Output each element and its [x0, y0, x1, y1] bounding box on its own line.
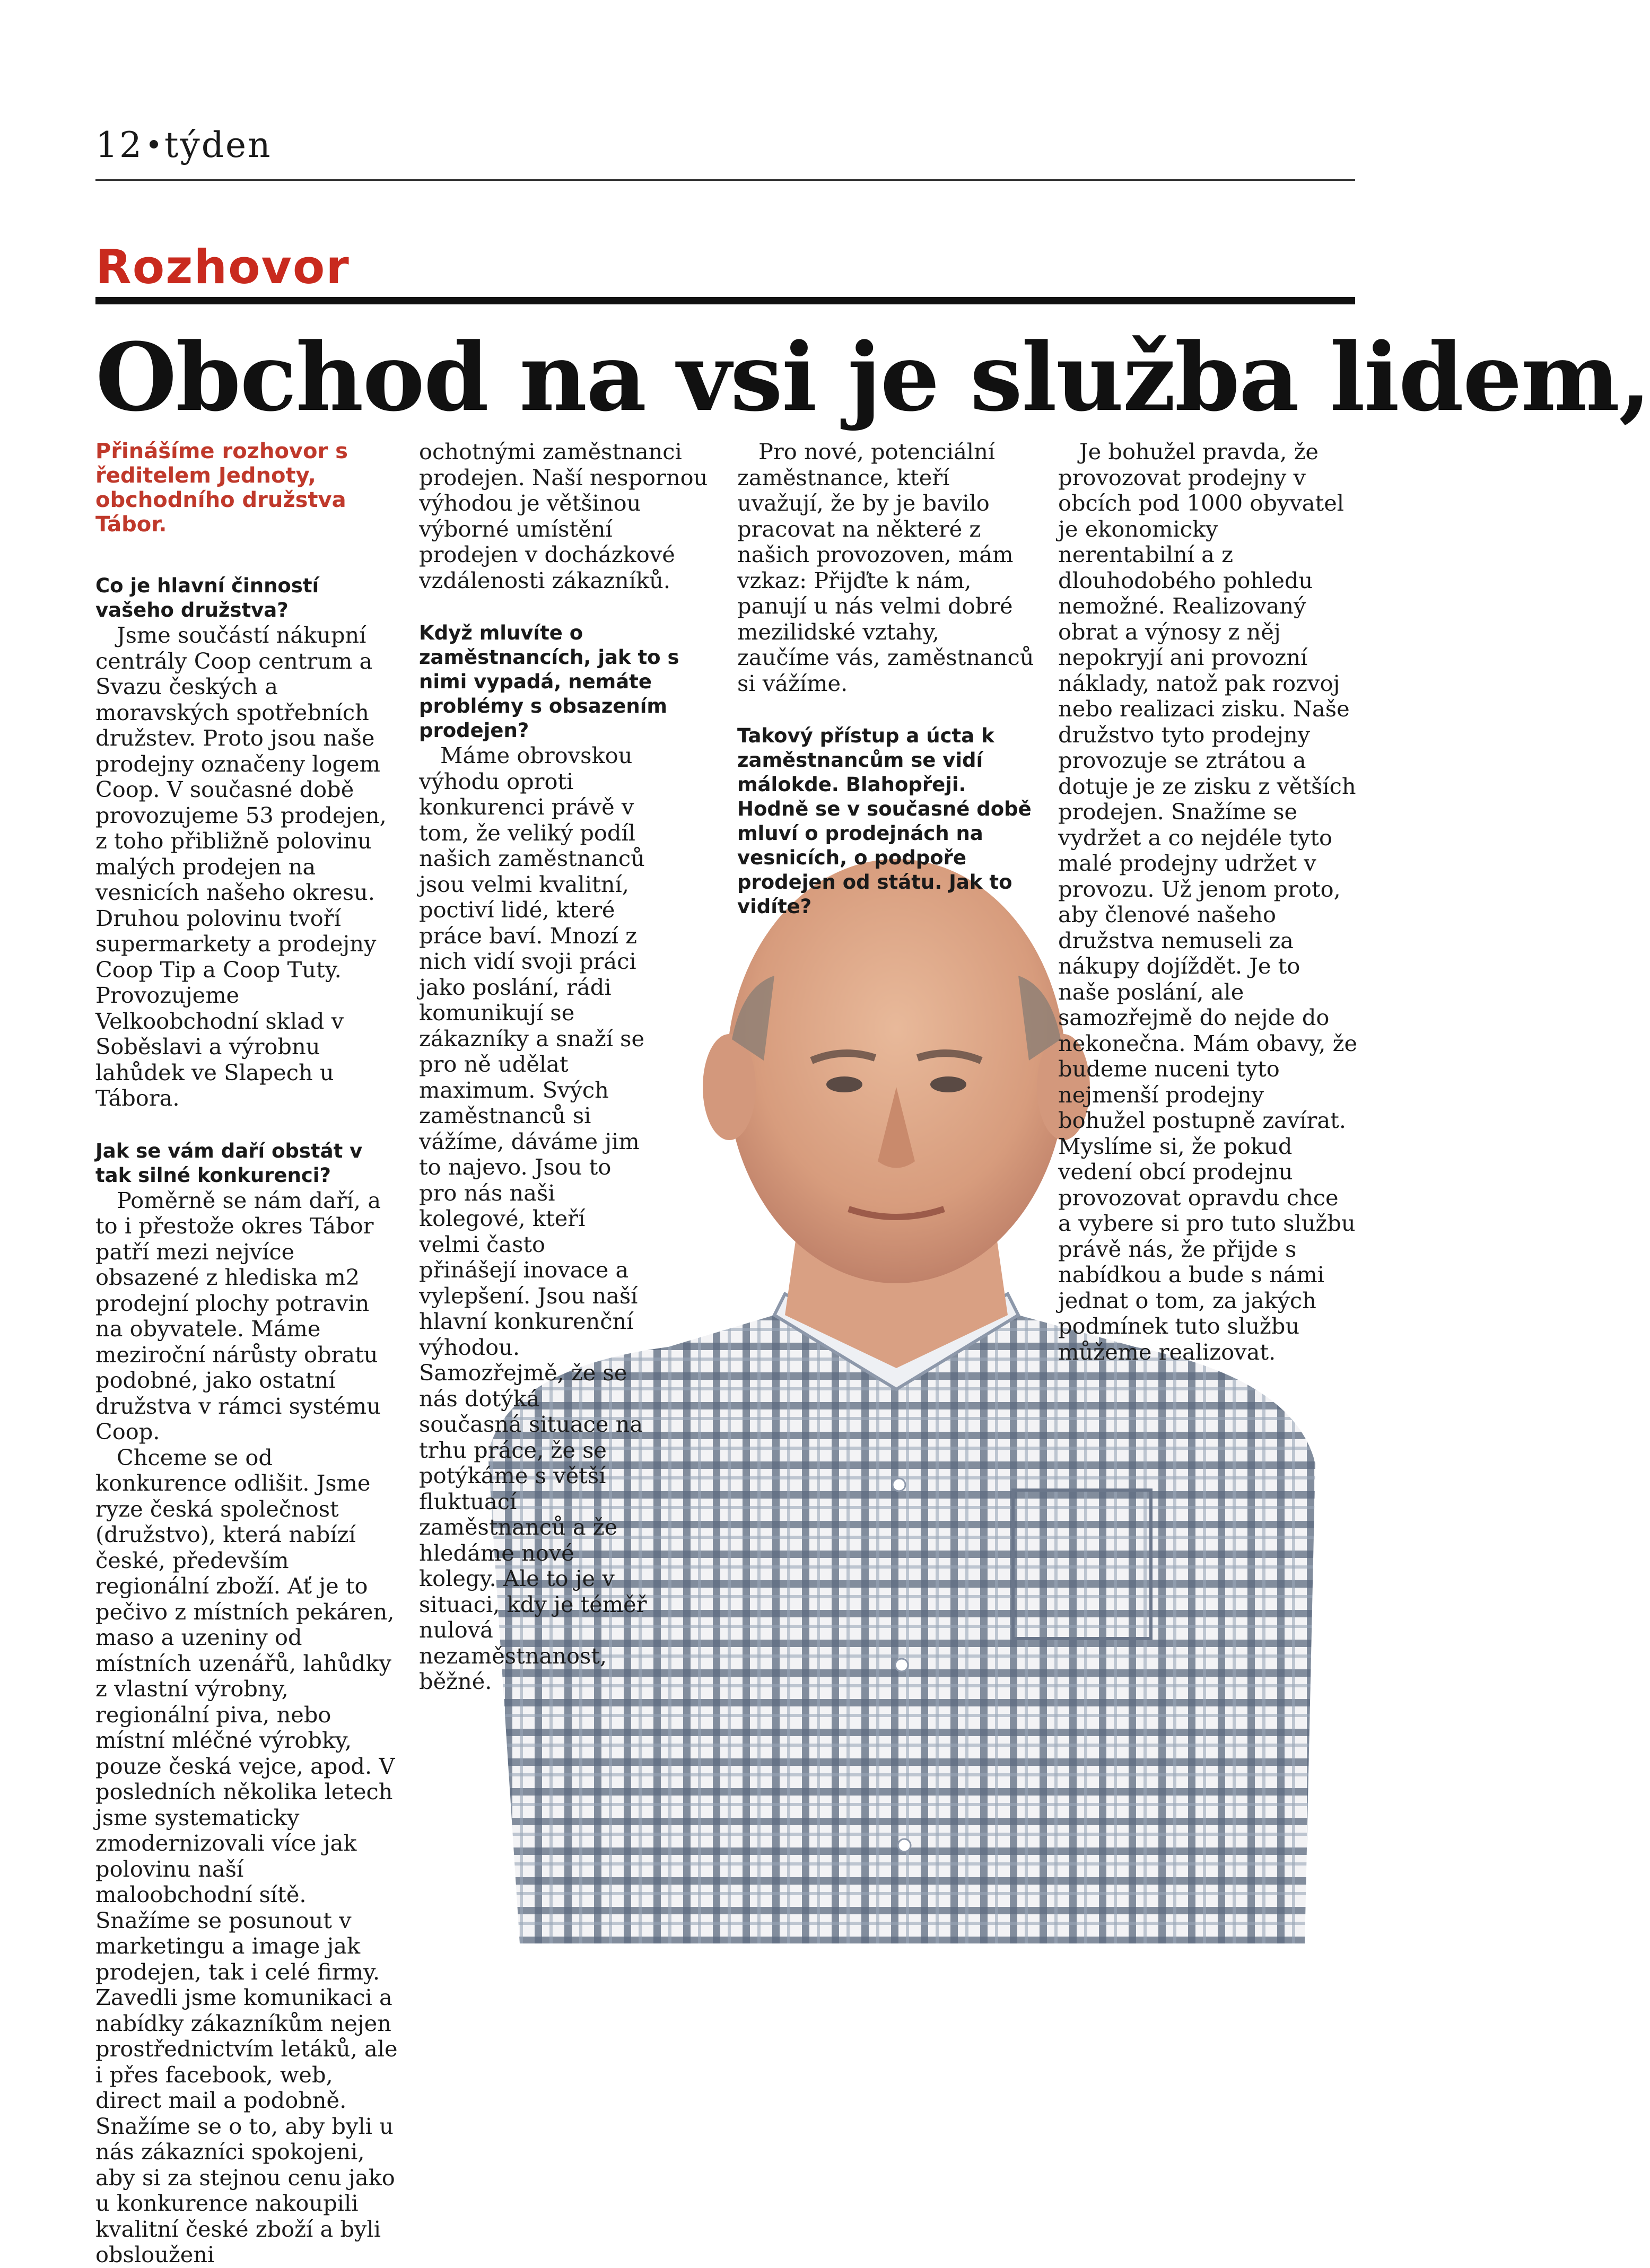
lead-paragraph: Přinášíme rozhovor s ředitelem Jednoty, obchodního družstva Tábor.: [95, 439, 348, 537]
answer-2-paragraph-3: ochotnými zaměstnanci prodejen. Naší nespornou výhodou je většinou výborné umístění prodejen v docházkové vzdálenosti zákazníků.: [419, 439, 708, 593]
answer-3: Máme obrovskou výhodu oproti konkurenci právě v tom, že veliký podíl našich zaměstnanců jsou velmi kvalitní, poctiví lidé, které práce baví. Mnozí z nich vidí svoji práci jako poslání, rádi komunikují se zákazníky a snaží se pro ně udělat maximum. Svých zaměstnanců si vážíme, dáváme jim to najevo. Jsou to pro nás naši kolegové, kteří velmi často přinášejí inovace a vylepšení. Jsou naší hlavní konkurenční výhodou. Samozřejmě, že se nás dotýká současná situace na trhu práce, že se potýkáme s větší fluktuací zaměstnanců a že hledáme nové kolegy. Ale to je v situaci, kdy je téměř nulová nezaměstnanost, běžné.: [419, 742, 647, 1694]
bullet-dot-icon: [150, 140, 158, 148]
left-eye: [826, 1076, 862, 1092]
answer-2-paragraph-1: Poměrně se nám daří, a to i přestože okres Tábor patří mezi nejvíce obsazené z hlediska m2 prodejní plochy potravin na obyvatele. Máme meziroční nárůsty obratu podobné, jako ostatní družstva v rámci systému Coop.: [95, 1187, 381, 1444]
answer-1: Jsme součástí nákupní centrály Coop centrum a Svazu českých a moravských spotřebních družstev. Proto jsou naše prodejny označeny logem Coop. V současné době provozujeme 53 prodejen, z toho přibližně polovinu malých prodejen na vesnicích našeho okresu. Druhou polovinu tvoří supermarkety a prodejny Coop Tip a Coop Tuty. Provozujeme Velkoobchodní sklad v Soběslavi a výrobnu lahůdek ve Slapech u Tábora.: [95, 622, 387, 1111]
column-3: [737, 439, 1034, 919]
column-2: [419, 439, 713, 1695]
page-section-label: týden: [164, 125, 272, 165]
question-1: Co je hlavní činností vašeho družstva?: [95, 574, 319, 621]
right-eye: [930, 1076, 966, 1092]
column-1: [95, 439, 398, 2268]
headline: Obchod na vsi je služba lidem,: [95, 322, 1650, 432]
column-4: [1058, 439, 1358, 1365]
question-3: Když mluvíte o zaměstnancích, jak to s nimi vypadá, nemáte problémy s obsazením prodejen?: [419, 621, 679, 742]
page-number: 12: [95, 125, 143, 165]
answer-3-paragraph-2: Pro nové, potenciální zaměstnance, kteří uvažují, že by je bavilo pracovat na některé z našich provozoven, mám vzkaz: Přijďte k nám, panují u nás velmi dobré mezilidské vztahy, zaučíme vás, zaměstnanců si vážíme.: [737, 439, 1034, 696]
header-rule: [95, 179, 1355, 181]
question-4: Takový přístup a úcta k zaměstnancům se vidí málokde. Blahopřeji. Hodně se v současné době mluví o prodejnách na vesnicích, o podpoře prodejen od státu. Jak to vidíte?: [737, 724, 1032, 918]
page-folio: [95, 125, 272, 165]
answer-2-paragraph-2: Chceme se od konkurence odlišit. Jsme ryze česká společnost (družstvo), která nabízí české, především regionální zboží. Ať je to pečivo z místních pekáren, maso a uzeniny od místních uzenářů, lahůdky z vlastní výrobny, regionální piva, nebo místní mléčné výrobky, pouze česká vejce, apod. V posledních několika letech jsme systematicky zmodernizovali více jak polovinu naší maloobchodní sítě. Snažíme se posunout v marketingu a image jak prodejen, tak i celé firmy. Zavedli jsme komunikaci a nabídky zákazníkům nejen prostřednictvím letáků, ale i přes facebook, web, direct mail a podobně. Snažíme se o to, aby byli u nás zákazníci spokojeni, aby si za stejnou cenu jako u konkurence nakoupili kvalitní české zboží a byli obslouženi: [95, 1444, 398, 2267]
answer-4: Je bohužel pravda, že provozovat prodejny v obcích pod 1000 obyvatel je ekonomicky nerentabilní a z dlouhodobého pohledu nemožné. Realizovaný obrat a výnosy z něj nepokryjí ani provozní náklady, natož pak rozvoj nebo realizaci zisku. Naše družstvo tyto prodejny provozuje se ztrátou a dotuje je ze zisku z větších prodejen. Snažíme se vydržet a co nejdéle tyto malé prodejny udržet v provozu. Už jenom proto, aby členové našeho družstva nemuseli za nákupy dojíždět. Je to naše poslání, ale samozřejmě do nejde do nekonečna. Mám obavy, že budeme nuceni tyto nejmenší prodejny bohužel postupně zavírat. Myslíme si, že pokud vedení obcí prodejnu provozovat opravdu chce a vybere si pro tuto službu právě nás, že přijde s nabídkou a bude s námi jednat o tom, za jakých podmínek tuto službu můžeme realizovat.: [1058, 439, 1358, 1365]
section-title: Rozhovor: [95, 240, 350, 294]
question-2: Jak se vám daří obstát v tak silné konkurenci?: [95, 1139, 363, 1187]
section-rule: [95, 297, 1355, 304]
